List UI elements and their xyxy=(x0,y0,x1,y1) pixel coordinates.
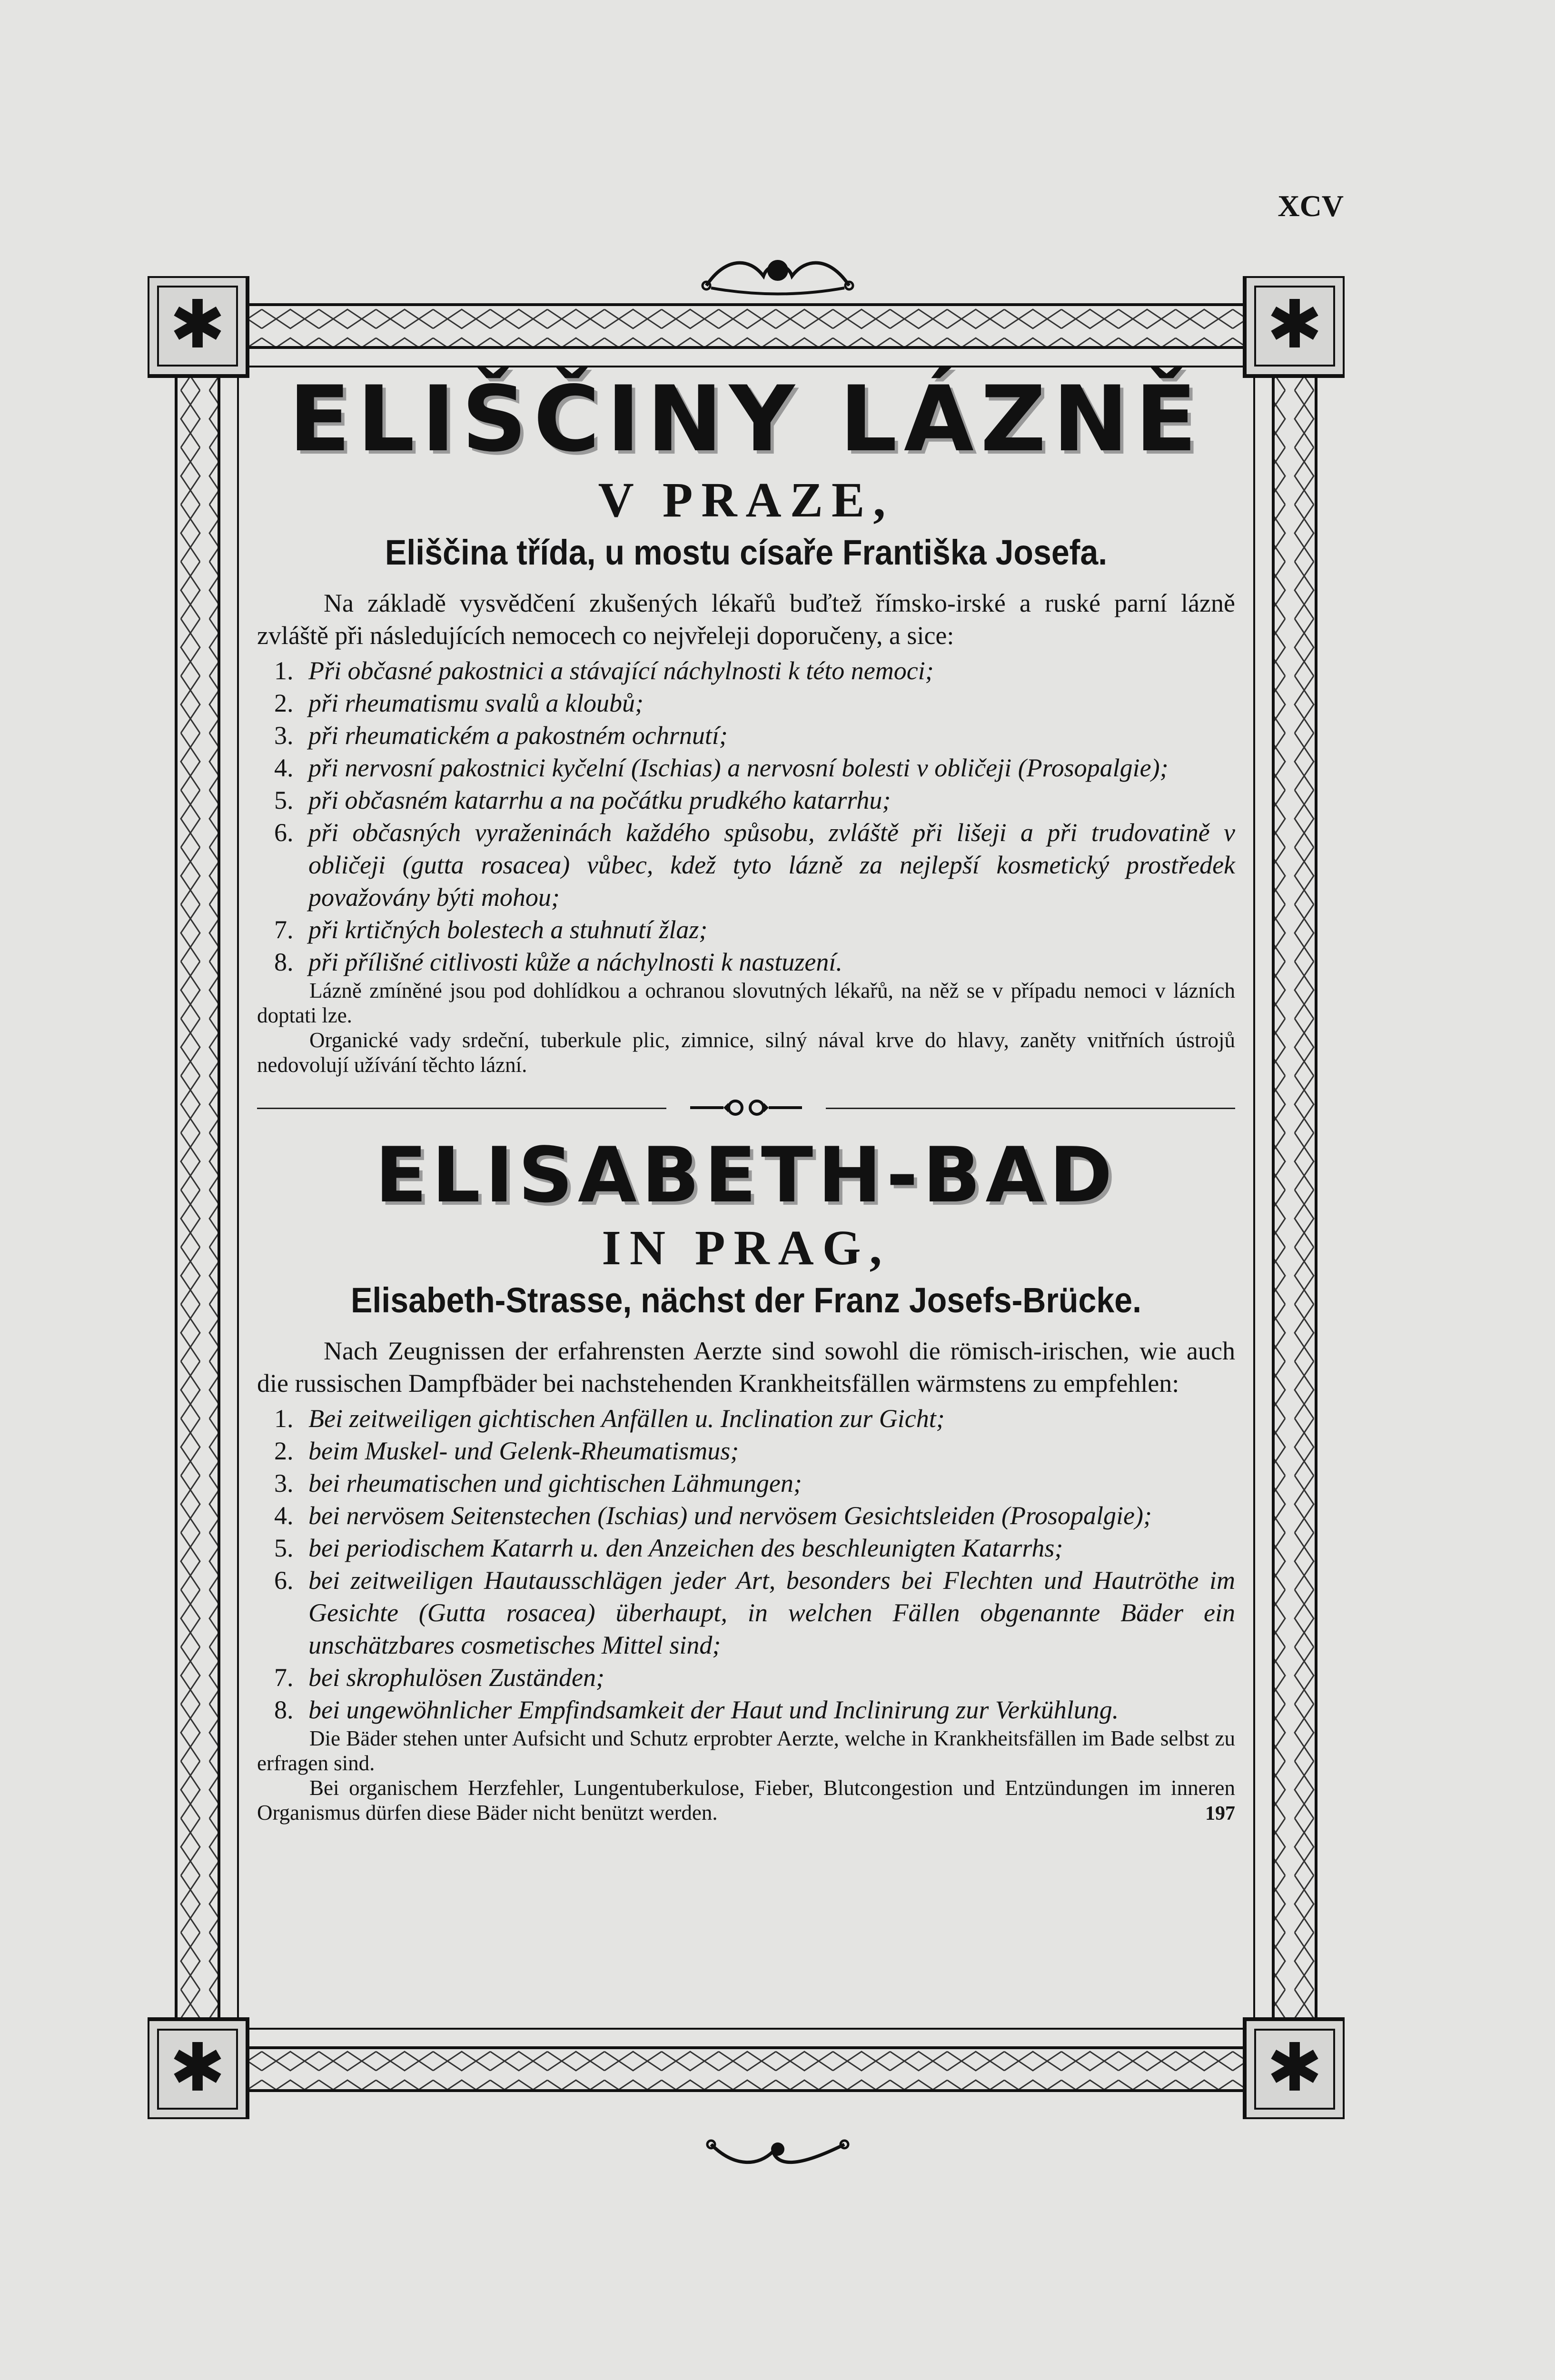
german-note-contraindications: Bei organischem Herzfehler, Lungentuberkulose, Fieber, Blutcongestion und Entzündungen im inneren Organismus dürfen diese Bäder nicht benützt werden. xyxy=(257,1776,1235,1825)
czech-note-contraindications: Organické vady srdeční, tuberkule plic, zimnice, silný nával krve do hlavy, zaněty vnitřních ústrojů nedovolují užívání těchto lázní. xyxy=(257,1028,1235,1077)
german-subtitle: IN PRAG, xyxy=(602,1220,891,1275)
list-item: 7. při krtičných bolestech a stuhnutí žlaz; xyxy=(274,915,708,944)
list-item: 8. bei ungewöhnlicher Empfindsamkeit der Haut und Inclinirung zur Verkühlung. xyxy=(274,1696,1119,1724)
list-item: 3. bei rheumatischen und gichtischen Lähmungen; xyxy=(274,1469,802,1497)
list-item: 7. bei skrophulösen Zuständen; xyxy=(274,1663,604,1692)
list-item: 5. bei periodischem Katarrh u. den Anzeichen des beschleunigten Katarrhs; xyxy=(274,1534,1063,1562)
divider-ornament-icon xyxy=(685,1093,807,1122)
czech-title: ELIŠČINY LÁZNĚ xyxy=(288,367,1204,472)
german-address: Elisabeth-Strasse, nächst der Franz Josefs-Brücke. xyxy=(350,1280,1142,1320)
svg-text:✱: ✱ xyxy=(1267,286,1323,364)
catalog-number: 197 xyxy=(1205,1803,1235,1825)
german-title: ELISABETH-BAD xyxy=(375,1130,1118,1220)
german-note-supervision: Die Bäder stehen unter Aufsicht und Schutz erprobter Aerzte, welche in Krankheitsfällen im Bade selbst zu erfragen sind. xyxy=(257,1726,1235,1775)
list-item: 1. Bei zeitweiligen gichtischen Anfällen u. Inclination zur Gicht; xyxy=(274,1404,945,1433)
list-item: 3. při rheumatickém a pakostném ochrnutí; xyxy=(274,721,728,750)
czech-intro: Na základě vysvědčení zkušených lékařů buďtež římsko-irské a ruské parní lázně zvláště při následujících nemocech co nejvřeleji doporučeny, a sice: xyxy=(257,589,1235,650)
corner-ornament-icon xyxy=(148,276,248,376)
list-item: 4. při nervosní pakostnici kyčelní (Ischias) a nervosní bolesti v obličeji (Prosopalgie); xyxy=(274,754,1169,782)
svg-text:✱: ✱ xyxy=(169,286,226,364)
bottom-ornament-icon xyxy=(702,2132,854,2175)
list-item: 6. při občasných vyraženinách každého spůsobu, zvláště při lišeji a při trudovatině v obličeji (gutta rosacea) vůbec, kdež tyto lázně za nejlepší kosmetický prostředek považovány býti mohou; xyxy=(274,818,1235,912)
section-divider xyxy=(257,1093,1235,1122)
svg-text:✱: ✱ xyxy=(169,2029,226,2107)
czech-subtitle: V PRAZE, xyxy=(598,473,894,527)
czech-address: Eliščina třída, u mostu císaře Františka Josefa. xyxy=(385,533,1108,572)
list-item: 5. při občasném katarrhu a na počátku prudkého katarrhu; xyxy=(274,786,891,814)
content-area xyxy=(257,362,1235,1825)
german-ailment-list xyxy=(257,1402,1235,1726)
list-item: 6. bei zeitweiligen Hautausschlägen jeder Art, besonders bei Flechten und Hautröthe im Gesichte (Gutta rosacea) überhaupt, in welchen Fällen obgenannte Bäder ein unschätzbares cosmetisches Mittel sind; xyxy=(274,1566,1235,1659)
czech-ailment-list xyxy=(257,654,1235,978)
list-item: 2. beim Muskel- und Gelenk-Rheumatismus; xyxy=(274,1437,739,1465)
page-number: XCV xyxy=(1278,189,1344,223)
german-intro: Nach Zeugnissen der erfahrensten Aerzte sind sowohl die römisch-irischen, wie auch die russischen Dampfbäder bei nachstehenden Krankheitsfällen wärmstens zu empfehlen: xyxy=(257,1337,1235,1398)
list-item: 1. Při občasné pakostnici a stávající náchylnosti k této nemoci; xyxy=(274,656,934,685)
svg-text:✱: ✱ xyxy=(1267,2029,1323,2107)
czech-note-supervision: Lázně zmíněné jsou pod dohlídkou a ochranou slovutných lékařů, na něž se v případu nemoci v lázních doptati lze. xyxy=(257,979,1235,1027)
list-item: 4. bei nervösem Seitenstechen (Ischias) und nervösem Gesichtsleiden (Prosopalgie); xyxy=(274,1501,1152,1530)
list-item: 8. při přílišné citlivosti kůže a náchylnosti k nastuzení. xyxy=(274,948,842,976)
decorative-frame xyxy=(148,276,1345,2119)
list-item: 2. při rheumatismu svalů a kloubů; xyxy=(274,689,644,717)
